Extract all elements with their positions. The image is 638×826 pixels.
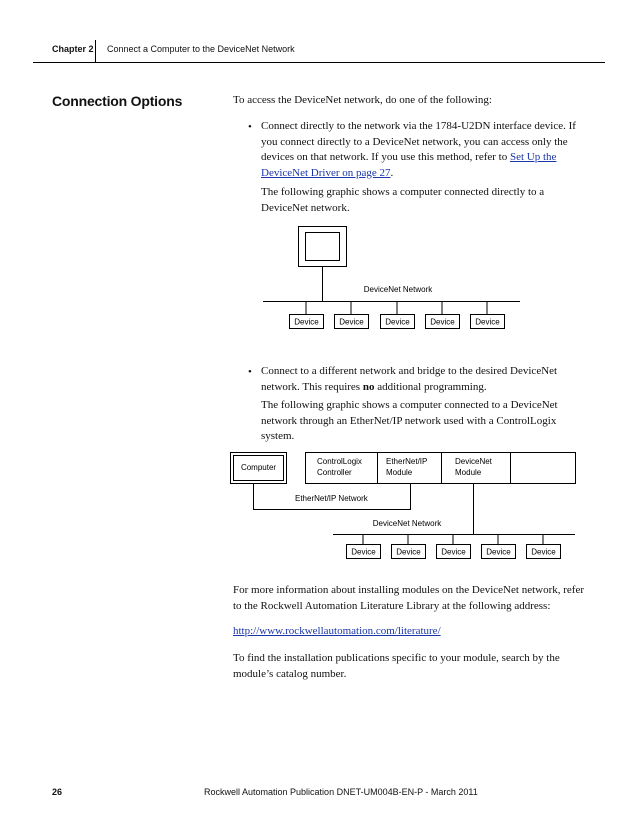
set-up-driver-link[interactable]: Set Up the DeviceNet Driver on page 27: [261, 151, 557, 179]
bullet1-caption: The following graphic shows a computer connected directly to a DeviceNet network.: [261, 186, 545, 214]
bullet1-text: [261, 119, 581, 181]
dnet-module-label-line2: Module: [455, 468, 482, 477]
computer-label: Computer: [240, 463, 277, 472]
device-label: Device: [351, 547, 376, 557]
header-divider: [95, 40, 96, 62]
ethernet-network-label: EtherNet/IP Network: [295, 494, 368, 503]
computer-monitor-icon: [299, 227, 347, 267]
direct-connection-diagram: [255, 222, 525, 334]
chapter-label: Chapter 2: [52, 44, 94, 54]
device-label: Device: [441, 547, 466, 557]
chapter-title: Connect a Computer to the DeviceNet Network: [107, 44, 295, 54]
dnet-module-label-line1: DeviceNet: [455, 457, 492, 466]
controller-label-line1: ControlLogix: [317, 457, 362, 466]
find-publications-text: To find the installation publications specific to your module, search by the module’s catalog number.: [233, 652, 560, 680]
more-info-text: For more information about installing modules on the DeviceNet network, refer to the Rockwell Automation Literature Library at the following address:: [233, 584, 584, 612]
enet-module-label-line2: Module: [386, 468, 413, 477]
enet-module-label-line1: EtherNet/IP: [386, 457, 428, 466]
bullet2-body: Connect to a different network and bridge to the desired DeviceNet network. This requires: [261, 365, 558, 393]
header-rule: [33, 62, 605, 63]
bullet2-caption: The following graphic shows a computer connected to a DeviceNet network through an EtherNet/IP network used with a ControlLogix system.: [261, 399, 558, 442]
bullet2-bold: no: [362, 380, 375, 393]
bullet2-end: additional programming.: [374, 380, 487, 393]
page-number: 26: [52, 787, 63, 797]
device-label: Device: [430, 317, 455, 327]
bullet-marker: •: [248, 366, 252, 378]
literature-url-link[interactable]: http://www.rockwellautomation.com/literature/: [233, 625, 441, 637]
intro-text: To access the DeviceNet network, do one of the following:: [233, 94, 492, 106]
controller-label-line2: Controller: [317, 468, 352, 477]
bullet-marker: •: [248, 121, 252, 133]
publication-info: Rockwell Automation Publication DNET-UM004B-EN-P - March 2011: [204, 787, 478, 797]
section-title: Connection Options: [52, 93, 183, 109]
devicenet-network-label: DeviceNet Network: [363, 285, 433, 294]
device-label: Device: [294, 317, 319, 327]
bullet2-text: [261, 364, 581, 395]
device-label: Device: [486, 547, 511, 557]
bullet1-end: .: [390, 166, 394, 179]
device-label: Device: [396, 547, 421, 557]
devicenet-network-label: DeviceNet Network: [372, 519, 442, 528]
device-label: Device: [531, 547, 556, 557]
bullet1-body: Connect directly to the network via the 1784-U2DN interface device. If you connect directly to a DeviceNet network, you can access only the devices on that network. If you use this method, refer to: [261, 120, 576, 163]
device-label: Device: [475, 317, 500, 327]
device-label: Device: [339, 317, 364, 327]
device-label: Device: [385, 317, 410, 327]
bridged-connection-diagram: [220, 448, 585, 566]
